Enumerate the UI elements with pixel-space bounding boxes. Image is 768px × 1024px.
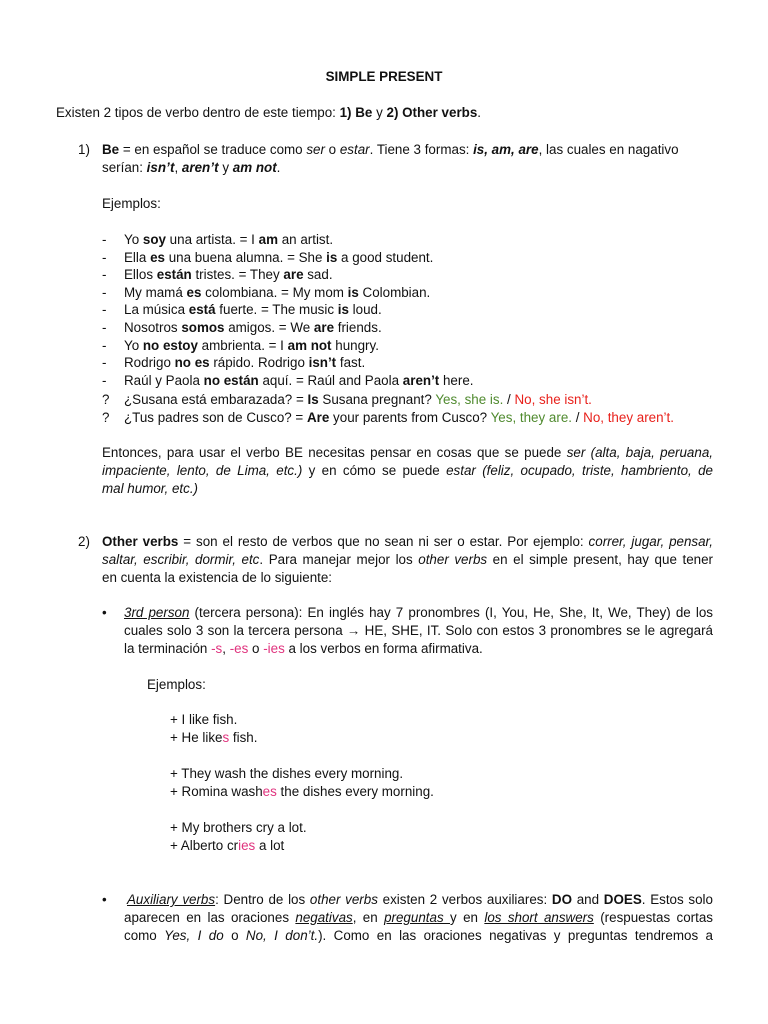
be-summary-line-2: impaciente, lento, de Lima, etc.) y en cómo se puede estar (feliz, ocupado, triste, hambriento, de xyxy=(102,463,714,478)
be-example: Ellos están tristes. = They are sad. xyxy=(124,267,333,283)
third-person-example: + I like fish. xyxy=(170,712,238,727)
be-example: Yo no estoy ambrienta. = I am not hungry. xyxy=(124,337,379,353)
third-person-example: + Romina washes the dishes every morning. xyxy=(170,784,434,799)
page-title: SIMPLE PRESENT xyxy=(325,69,443,84)
dash-marker: - xyxy=(102,337,107,353)
bullet-icon: • xyxy=(102,892,107,907)
auxiliary-line-1: Auxiliary verbs: Dentro de los other verbs existen 2 verbos auxiliares: DO and DOES. Estos solo xyxy=(127,892,713,907)
section-1-line-2: serían: isn’t, aren’t y am not. xyxy=(102,160,281,175)
auxiliary-line-2: aparecen en las oraciones negativas, en preguntas y en los short answers (respuestas cortas xyxy=(124,910,714,925)
be-example: Yo soy una artista. = I am an artist. xyxy=(124,232,334,247)
question-example-2: ¿Tus padres son de Cusco? = Are your parents from Cusco? Yes, they are. / No, they aren’t. xyxy=(124,410,674,425)
section-2-number: 2) xyxy=(78,534,90,549)
third-person-example: + Alberto cries a lot xyxy=(170,838,285,853)
section-1-examples-label: Ejemplos: xyxy=(102,196,161,211)
be-example: La música está fuerte. = The music is loud. xyxy=(124,302,382,318)
be-example: Rodrigo no es rápido. Rodrigo isn’t fast. xyxy=(124,355,366,371)
dash-marker: - xyxy=(102,232,107,247)
dash-marker: - xyxy=(102,355,107,371)
be-summary-line-1: Entonces, para usar el verbo BE necesitas pensar en cosas que se puede ser (alta, baja, peruana, xyxy=(102,445,713,460)
be-example: Ella es una buena alumna. = She is a good student. xyxy=(124,249,434,265)
third-person-examples-label: Ejemplos: xyxy=(147,677,206,692)
dash-marker: - xyxy=(102,372,107,388)
dash-marker: - xyxy=(102,249,107,265)
section-2-line-2: saltar, escribir, dormir, etc. Para manejar mejor los other verbs en el simple present, hay que tener xyxy=(102,552,713,567)
dash-marker: - xyxy=(102,302,107,318)
be-example: Raúl y Paola no están aquí. = Raúl and Paola aren’t here. xyxy=(124,372,474,388)
bullet-icon: • xyxy=(102,605,107,620)
question-marker: ? xyxy=(102,392,110,407)
be-summary-line-3: mal humor, etc.) xyxy=(102,481,198,496)
auxiliary-line-3: como Yes, I do o No, I don’t.). Como en las oraciones negativas y preguntas tendremos a xyxy=(124,928,713,943)
third-person-line-3: la terminación -s, -es o -ies a los verbos en forma afirmativa. xyxy=(124,641,483,656)
third-person-example: + My brothers cry a lot. xyxy=(170,820,307,835)
be-example: My mamá es colombiana. = My mom is Colombian. xyxy=(124,284,431,300)
third-person-line-2: cuales solo 3 son la tercera persona → HE, SHE, IT. Solo con estos 3 pronombres se le agregará xyxy=(124,623,713,638)
section-2-line-3: en cuenta la existencia de lo siguiente: xyxy=(102,570,333,585)
section-1-number: 1) xyxy=(78,142,90,157)
question-marker: ? xyxy=(102,410,110,425)
arrow-right-icon: → xyxy=(346,623,361,638)
be-example: Nosotros somos amigos. = We are friends. xyxy=(124,320,382,335)
third-person-example: + He likes fish. xyxy=(170,730,258,745)
third-person-example: + They wash the dishes every morning. xyxy=(170,766,404,781)
section-2-line-1: Other verbs = son el resto de verbos que no sean ni ser o estar. Por ejemplo: correr, jugar, pensar, xyxy=(102,534,713,549)
section-1-line-1: Be = en español se traduce como ser o estar. Tiene 3 formas: is, am, are, las cuales en nagativo xyxy=(102,142,679,157)
dash-marker: - xyxy=(102,267,107,283)
intro-line: Existen 2 tipos de verbo dentro de este tiempo: 1) Be y 2) Other verbs. xyxy=(56,105,482,120)
dash-marker: - xyxy=(102,320,107,335)
dash-marker: - xyxy=(102,284,107,300)
third-person-line-1: 3rd person (tercera persona): En inglés hay 7 pronombres (I, You, He, She, It, We, They) de los xyxy=(124,605,713,620)
question-example-1: ¿Susana está embarazada? = Is Susana pregnant? Yes, she is. / No, she isn’t. xyxy=(124,392,592,407)
